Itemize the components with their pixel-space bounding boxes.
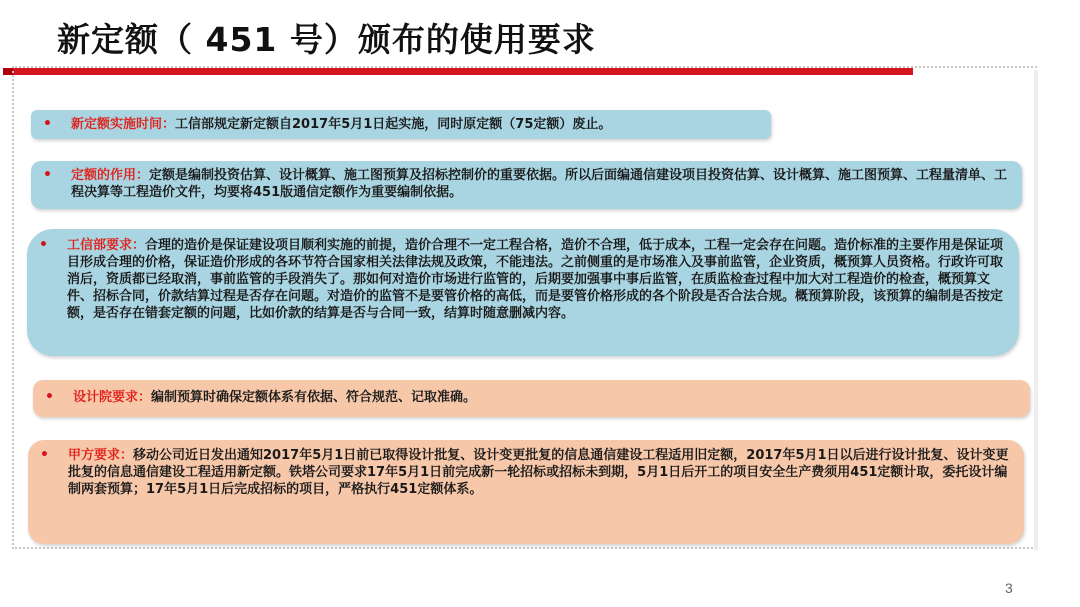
- bullet-icon: •: [39, 237, 48, 253]
- item-heading: 工信部要求：: [67, 238, 146, 253]
- item-design-institute-requirements: [33, 380, 1030, 417]
- item-text: 工信部规定新定额自2017年5月1日起实施，同时原定额（75定额）废止。: [175, 117, 612, 132]
- item-heading: 定额的作用：: [71, 168, 150, 183]
- item-miit-requirements: [27, 229, 1019, 356]
- item-heading: 甲方要求：: [68, 448, 134, 463]
- item-client-requirements: [28, 440, 1024, 544]
- item-text: 移动公司近日发出通知2017年5月1日前已取得设计批复、设计变更批复的信息通信建设工程适用旧定额，2017年5月1日以后进行设计批复、设计变更批复的信息通信建设工程适用新定额。铁塔公司要求17年5月1日前完成新一轮招标或招标未到期，5月1日后开工的项目安全生产费须用451定额计取，委托设计编制两套预算；17年5月1日后完成招标的项目，严格执行451定额体系。: [68, 448, 1009, 497]
- slide-title: 新定额（ 451 号）颁布的使用要求: [57, 20, 596, 59]
- item-heading: 设计院要求：: [73, 390, 152, 405]
- bullet-icon: •: [45, 389, 54, 405]
- bullet-icon: •: [43, 167, 52, 183]
- content-frame-shadow: [1034, 70, 1038, 550]
- bullet-icon: •: [40, 447, 49, 463]
- bullet-icon: •: [43, 116, 52, 132]
- item-text: 编制预算时确保定额体系有依据、符合规范、记取准确。: [151, 390, 477, 405]
- item-text: 合理的造价是保证建设项目顺利实施的前提，造价合理不一定工程合格，造价不合理，低于成本，工程一定会存在问题。造价标准的主要作用是保证项目形成合理的价格，保证造价形成的各环节符合国家相关法律法规及政策，不能违法。之前侧重的是市场准入及事前监管，企业资质，概预算人员资格。行政许可取消后，资质都已经取消，事前监管的手段消失了。那如何对造价市场进行监管的，后期要加强事中事后监管，在质监检查过程中加大对工程造价的检查，概预算文件、招标合同，价款结算过程是否存在问题。对造价的监管不是要管价格的高低，而是要管价格形成的各个阶段是否合法合规。概预算阶段，该预算的编制是否按定额，是否存在错套定额的问题，比如价款的结算是否与合同一致，结算时随意删减内容。: [67, 238, 1004, 321]
- item-quota-role: [31, 161, 1022, 209]
- item-heading: 新定额实施时间：: [71, 117, 176, 132]
- item-implementation-time: [31, 110, 771, 139]
- item-text: 定额是编制投资估算、设计概算、施工图预算及招标控制价的重要依据。所以后面编通信建设项目投资估算、设计概算、施工图预算、工程量清单、工程决算等工程造价文件，均要将451版通信定额作为重要编制依据。: [71, 168, 1008, 200]
- page-number: 3: [1005, 580, 1013, 596]
